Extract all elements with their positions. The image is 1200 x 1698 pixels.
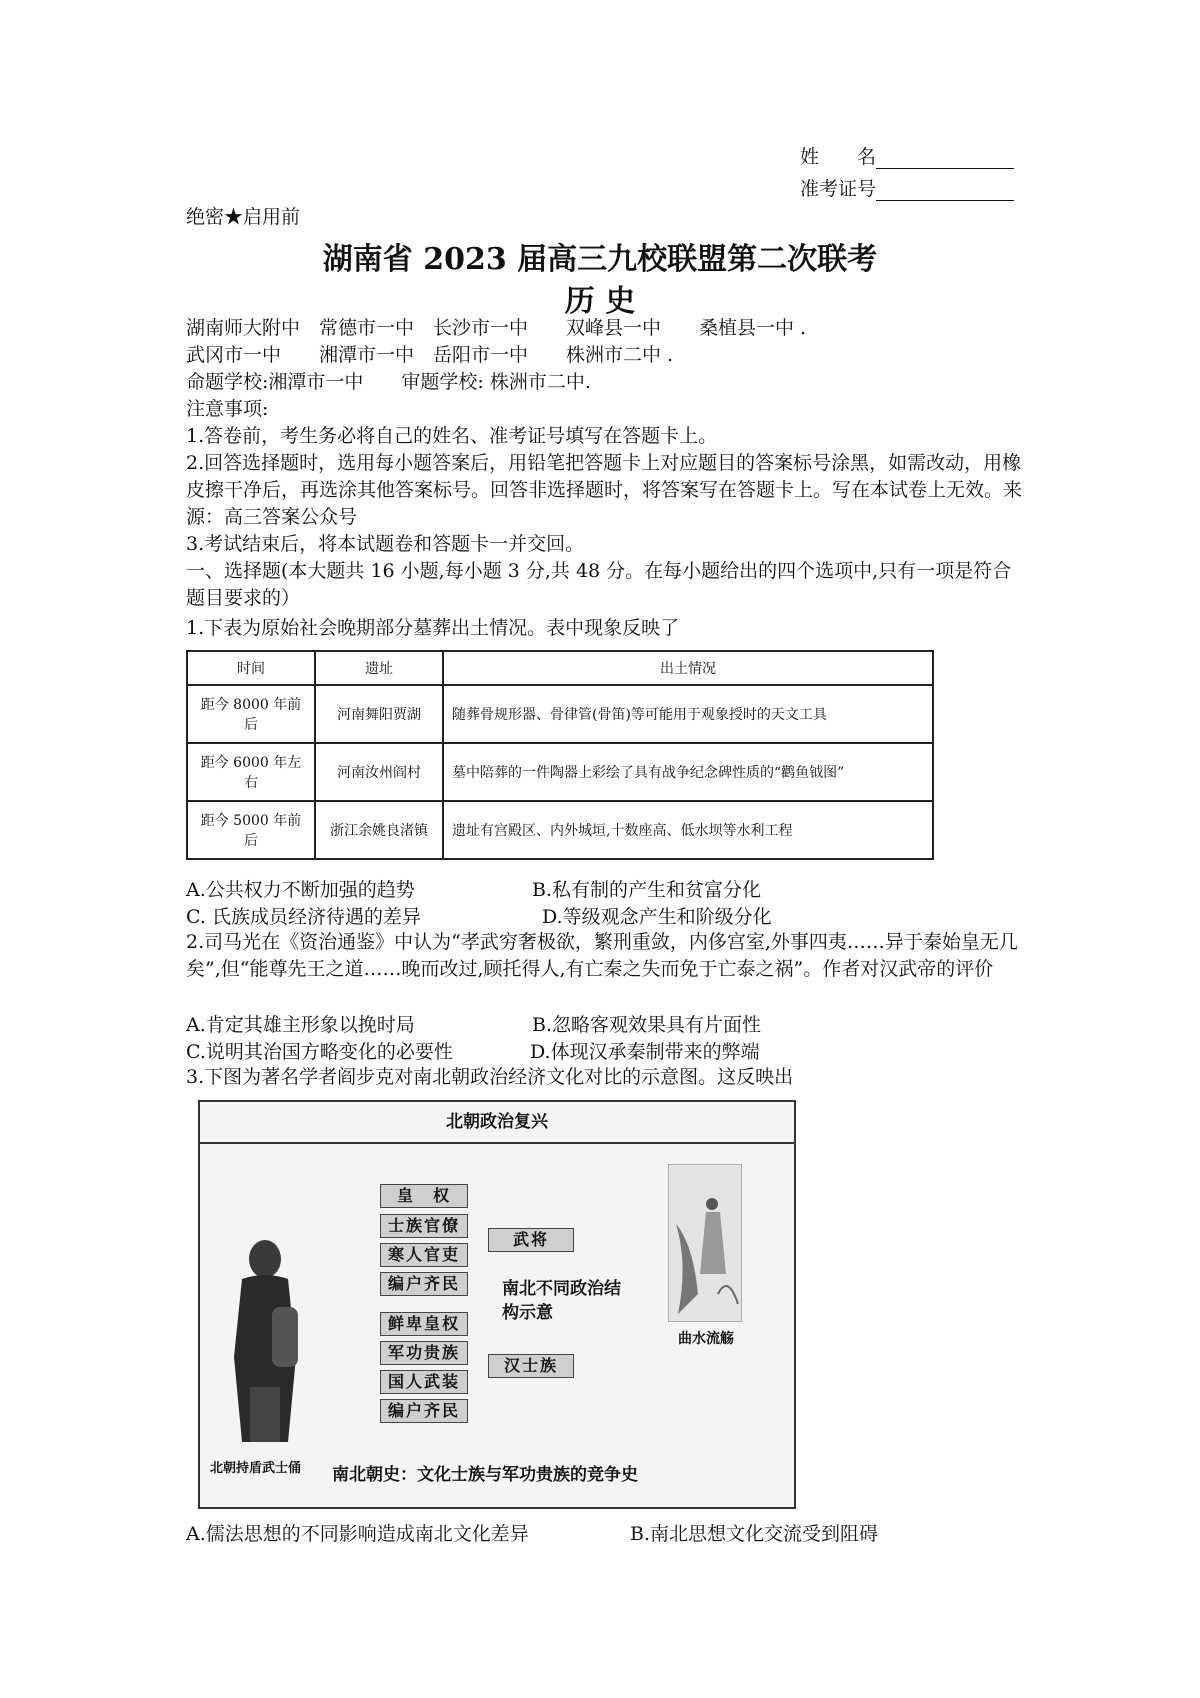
figure-footer: 南北朝史：文化士族与军功贵族的竞争史 xyxy=(332,1465,638,1485)
q2-option-a: A.肯定其雄主形象以挽时局 xyxy=(186,1014,415,1036)
south-box-2: 士族官僚 xyxy=(380,1214,468,1238)
notice-3: 3.考试结束后，将本试题卷和答题卡一并交回。 xyxy=(186,533,585,555)
table-row xyxy=(187,801,933,859)
table-cell: 河南舞阳贾湖 xyxy=(315,685,443,743)
notice-1: 1.答卷前，考生务必将自己的姓名、准考证号填写在答题卡上。 xyxy=(186,425,718,447)
notice-title: 注意事项: xyxy=(186,398,269,420)
south-box-1: 皇 权 xyxy=(380,1184,468,1208)
q2-option-b: B.忽略客观效果具有片面性 xyxy=(532,1014,762,1036)
exam-title: 湖南省 2023 届高三九校联盟第二次联考 xyxy=(322,242,878,277)
structure-label: 南北不同政治结构示意 xyxy=(502,1279,621,1323)
table-cell: 浙江余姚良渚镇 xyxy=(315,801,443,859)
table-cell: 距今 8000 年前后 xyxy=(187,685,315,743)
table-header-row xyxy=(187,651,933,685)
setter-line: 命题学校:湘潭市一中 审题学校: 株洲市二中. xyxy=(186,371,591,393)
notice-2: 2.回答选择题时，选用每小题答案后，用铅笔把答题卡上对应题目的答案标号涂黑，如需改动，用橡皮擦干净后，再选涂其他答案标号。回答非选择题时，将答案写在答题卡上。写在本试卷上无效。来源：高三答案公众号 xyxy=(186,452,1023,528)
table-cell: 距今 6000 年左右 xyxy=(187,743,315,801)
schools-line-1: 湖南师大附中 常德市一中 长沙市一中 双峰县一中 桑植县一中 . xyxy=(186,317,807,339)
table-cell: 墓中陪葬的一件陶器上彩绘了具有战争纪念碑性质的“鹳鱼钺图” xyxy=(443,743,933,801)
schools-line-2: 武冈市一中 湘潭市一中 岳阳市一中 株洲市二中 . xyxy=(186,344,674,366)
south-box-3: 寒人官吏 xyxy=(380,1243,468,1267)
north-box-3: 国人武装 xyxy=(380,1370,468,1394)
secret-label: 绝密★启用前 xyxy=(186,206,301,228)
q1-stem: 1.下表为原始社会晚期部分墓葬出土情况。表中现象反映了 xyxy=(186,617,680,639)
warrior-caption: 北朝持盾武士俑 xyxy=(210,1461,302,1476)
q3-option-b: B.南北思想文化交流受到阻碍 xyxy=(630,1523,879,1545)
exam-no-blank xyxy=(876,182,1014,201)
q1-option-b: B.私有制的产生和贫富分化 xyxy=(532,879,762,901)
table-cell: 距今 5000 年前后 xyxy=(187,801,315,859)
name-field xyxy=(800,142,1014,169)
table-header-cell: 遗址 xyxy=(315,651,443,685)
table-header-cell: 出土情况 xyxy=(443,651,933,685)
table-row xyxy=(187,685,933,743)
south-box-4: 编户齐民 xyxy=(380,1272,468,1296)
north-box-4: 编户齐民 xyxy=(380,1399,468,1423)
north-box-2: 军功贵族 xyxy=(380,1341,468,1365)
painting-caption: 曲水流觞 xyxy=(678,1331,734,1347)
table-cell: 遗址有宫殿区、内外城垣,十数座高、低水坝等水利工程 xyxy=(443,801,933,859)
q2-option-c: C.说明其治国方略变化的必要性 xyxy=(186,1041,453,1063)
q1-option-c: C. 氏族成员经济待遇的差异 xyxy=(186,906,421,928)
exam-no-label: 准考证号 xyxy=(800,178,877,200)
q3-stem: 3.下图为著名学者阎步克对南北朝政治经济文化对比的示意图。这反映出 xyxy=(186,1066,794,1088)
q3-figure xyxy=(198,1100,796,1509)
subject-title: 历 史 xyxy=(564,284,636,319)
q1-option-a: A.公共权力不断加强的趋势 xyxy=(186,879,415,901)
q3-option-a: A.儒法思想的不同影响造成南北文化差异 xyxy=(186,1523,529,1545)
table-row xyxy=(187,743,933,801)
q1-option-d: D.等级观念产生和阶级分化 xyxy=(542,906,772,928)
general-box: 武将 xyxy=(488,1228,574,1252)
painting-image xyxy=(668,1164,742,1322)
q1-table xyxy=(186,650,934,860)
exam-no-field xyxy=(800,174,1014,201)
warrior-figurine-image xyxy=(220,1237,310,1452)
name-label: 姓 名 xyxy=(800,146,877,168)
q2-option-d: D.体现汉承秦制带来的弊端 xyxy=(530,1041,760,1063)
name-blank xyxy=(876,150,1014,169)
section-1-heading: 一、选择题(本大题共 16 小题,每小题 3 分,共 48 分。在每小题给出的四个选项中,只有一项是符合题目要求的） xyxy=(186,560,1012,609)
table-cell: 河南汝州阎村 xyxy=(315,743,443,801)
han-gentry-box: 汉士族 xyxy=(488,1354,574,1378)
table-header-cell: 时间 xyxy=(187,651,315,685)
figure-header: 北朝政治复兴 xyxy=(200,1102,794,1144)
table-cell: 随葬骨规形器、骨律管(骨笛)等可能用于观象授时的天文工具 xyxy=(443,685,933,743)
q2-stem: 2.司马光在《资治通鉴》中认为“孝武穷奢极欲，繁刑重敛，内侈宫室,外事四夷……异于秦始皇无几矣”,但“能尊先王之道……晚而改过,顾托得人,有亡秦之失而免于亡泰之祸”。作者对汉武帝的评价 xyxy=(186,931,1018,980)
north-box-1: 鲜卑皇权 xyxy=(380,1312,468,1336)
